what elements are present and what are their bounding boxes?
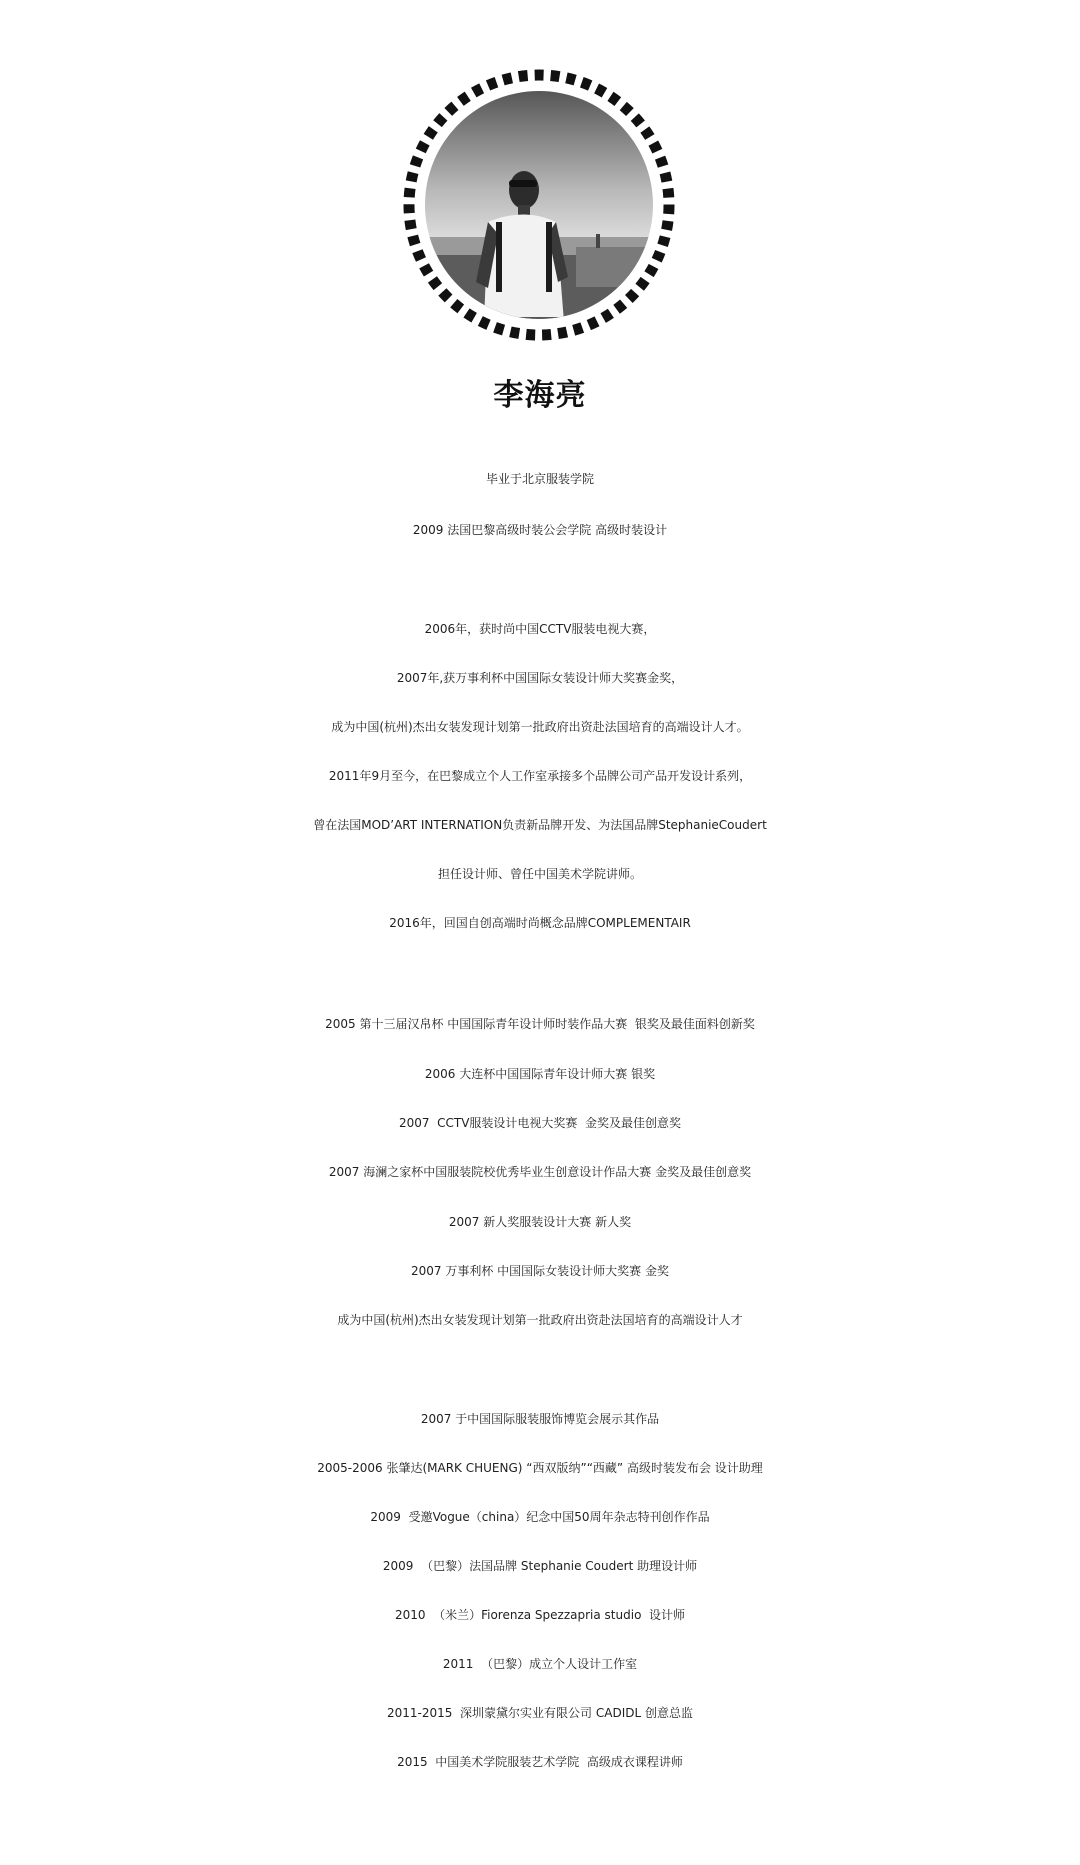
bio-line: 成为中国(杭州)杰出女装发现计划第一批政府出资赴法国培育的高端设计人才。	[331, 720, 749, 734]
award-line: 2005 第十三届汉帛杯 中国国际青年设计师时装作品大赛 银奖及最佳面料创新奖	[325, 1017, 755, 1031]
headline-line: 2009 法国巴黎高级时装公会学院 高级时装设计	[412, 523, 668, 537]
career-line: 2011 （巴黎）成立个人设计工作室	[442, 1657, 638, 1671]
career-line: 2011-2015 深圳蒙黛尔实业有限公司 CADIDL 创意总监	[387, 1706, 693, 1720]
award-line: 2006 大连杯中国国际青年设计师大赛 银奖	[424, 1067, 656, 1081]
bio-line: 2016年，回国自创高端时尚概念品牌COMPLEMENTAIR	[389, 916, 691, 930]
bio-line: 曾在法国MOD’ART INTERNATION负责新品牌开发、为法国品牌StephanieCoudert	[313, 818, 767, 832]
award-line: 成为中国(杭州)杰出女装发现计划第一批政府出资赴法国培育的高端设计人才	[337, 1313, 743, 1327]
award-line: 2007 新人奖服装设计大赛 新人奖	[448, 1215, 632, 1229]
award-line: 2007 海澜之家杯中国服装院校优秀毕业生创意设计作品大赛 金奖及最佳创意奖	[328, 1165, 752, 1179]
avatar	[396, 62, 682, 348]
bio-line: 2006年，获时尚中国CCTV服装电视大赛，	[424, 622, 656, 636]
portrait-photo-icon	[396, 62, 682, 348]
career-line: 2007 于中国国际服装服饰博览会展示其作品	[420, 1412, 660, 1426]
bio-line: 2011年9月至今，在巴黎成立个人工作室承接多个品牌公司产品开发设计系列，	[328, 769, 752, 783]
award-line: 2007 CCTV服装设计电视大奖赛 金奖及最佳创意奖	[398, 1116, 682, 1130]
career-line: 2009 受邀Vogue（china）纪念中国50周年杂志特刊创作作品	[370, 1510, 710, 1524]
career-line: 2009 （巴黎）法国品牌 Stephanie Coudert 助理设计师	[382, 1559, 698, 1573]
career-line: 2005-2006 张肇达(MARK CHUENG) “西双版纳”“西藏” 高级时装发布会 设计助理	[317, 1461, 763, 1475]
headline-line: 毕业于北京服装学院	[485, 472, 594, 486]
bio-line: 2007年,获万事利杯中国国际女装设计师大奖赛金奖，	[396, 671, 684, 685]
career-line: 2010 （米兰）Fiorenza Spezzapria studio 设计师	[394, 1608, 686, 1622]
person-name: 李海亮	[493, 378, 587, 413]
bio-line: 担任设计师、曾任中国美术学院讲师。	[437, 867, 642, 881]
career-line: 2015 中国美术学院服装艺术学院 高级成衣课程讲师	[397, 1755, 683, 1769]
award-line: 2007 万事利杯 中国国际女装设计师大奖赛 金奖	[411, 1264, 669, 1278]
